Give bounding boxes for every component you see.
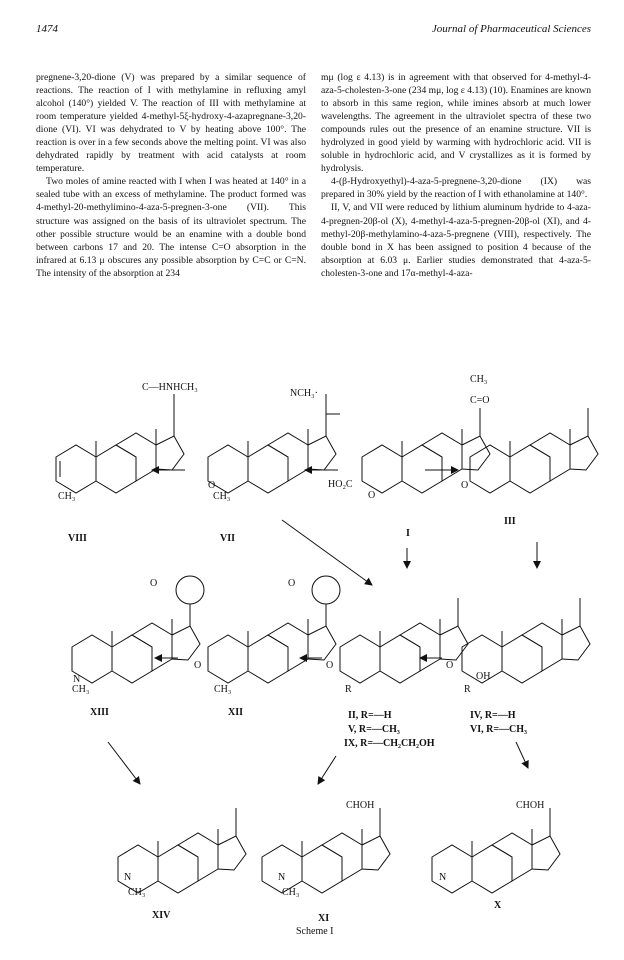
atom-label: O [368,490,376,501]
structure-xiv [118,808,246,893]
atom-label: N [439,872,447,883]
paragraph: II, V, and VII were reduced by lithium aluminum hydride to 4-aza-4-pregnen-20β-ol (X), 4-methyl-4-aza-5-pregnen-20β-ol (XI), and 4-methyl-20β-methylamino-4-aza-5-pregnene (VIII), respectively. The double bond in X has been assigned to position 4 because of the absorption at 6.03 μ. Earlier studies demonstrated that 4-aza-5-cholesten-3-one and 17α-methyl-4-aza- [321,202,591,279]
group-label: II, R=—H [348,710,392,721]
atom-label: CH₃ [58,491,76,502]
label-xii: XII [228,707,244,718]
label-x: X [494,900,502,911]
running-header [36,23,591,39]
atom-label: CH₃ [470,374,488,385]
structure-xii [208,576,340,683]
reaction-arrow [282,520,372,585]
atom-label: NCH₃· [290,388,318,399]
structure-x [432,808,560,893]
label-iii: III [504,516,516,527]
structure-iii [470,408,598,493]
right-column [321,71,591,280]
atom-label: CHOH [346,800,375,811]
left-column [36,71,306,280]
atom-label: N [278,872,286,883]
atom-label: C=O [470,395,490,406]
group-label: VI, R=—CH₃ [470,724,528,735]
atom-label: O [208,480,216,491]
structure-i [362,408,490,493]
label-xi: XI [318,913,330,924]
paragraph: mμ (log ε 4.13) is in agreement with that observed for 4-methyl-4-aza-5-cholesten-3-one (234 mμ, log ε 4.13) (10). Enamines are known to absorb in this same region, while imines absorb at much lower wavelengths. The agreement in the ultraviolet spectra of these two compounds rules out the presence of an enamine structure. VII is hydrolyzed in good yield by warming with hydrochloric acid. VII is soluble in hydrochloric acid, and V crystallizes as it is formed by hydrolysis. [321,72,591,175]
reaction-arrow [318,756,336,784]
paragraph: pregnene-3,20-dione (V) was prepared by a similar sequence of reactions. The reaction of I with methylamine in refluxing amyl alcohol (140°) yielded V. The reaction of III with methylamine at room temperature yielded 4-methyl-5ξ-hydroxy-4-azapregnane-3,20-dione (VI). VI was dehydrated to V by heating above 100°. The reaction is over in a few seconds above the melting point. VI was also dehydrated rapidly by treatment with acid catalysts at room temperature. [36,72,306,175]
atom-label: CHOH [516,800,545,811]
atom-label: R [345,684,352,695]
structure-vii [208,394,340,493]
scheme-caption: Scheme I [296,926,334,937]
atom-label: CH₃ [282,887,300,898]
atom-label: CH₃ [213,491,231,502]
atom-label: OH [476,671,491,682]
page-number: 1474 [36,23,58,35]
reaction-arrow [108,742,140,784]
atom-label: CH₃ [72,684,90,695]
reaction-arrow [516,742,528,768]
atom-label: C—HNHCH₃ [142,382,198,393]
atom-label: O [150,578,158,589]
atom-label: CH₃ [214,684,232,695]
label-vii: VII [220,533,236,544]
atom-label: O [194,660,202,671]
structure-xiii [72,576,204,683]
atom-label: O [326,660,334,671]
atom-label: CH₃ [128,887,146,898]
atom-label: O [288,578,296,589]
group-label: V, R=—CH₃ [348,724,400,735]
label-i: I [406,528,410,539]
atom-label: R [464,684,471,695]
label-xiv: XIV [152,910,171,921]
group-label: IX, R=—CH₂CH₂OH [344,738,435,749]
group-label: IV, R=—H [470,710,516,721]
paragraph: 4-(β-Hydroxyethyl)-4-aza-5-pregnene-3,20-dione (IX) was prepared in 30% yield by the reaction of I with ethanolamine at 140°. [321,176,591,201]
label-xiii: XIII [90,707,109,718]
atom-label: N [73,674,81,685]
journal-title: Journal of Pharmaceutical Sciences [431,23,591,35]
label-viii: VIII [68,533,87,544]
paragraph: Two moles of amine reacted with I when I was heated at 140° in a sealed tube with an excess of methylamine. The product formed was 4-methyl-20-methylimino-4-aza-5-pregnen-3-one (VII). This structure was assigned on the basis of its ultraviolet spectrum. The other possible structure would be an enamine with a double bond between carbons 17 and 20. The intense C=O absorption in the infrared at 6.13 μ obscures any possible absorption by C=C or C=N. The intensity of the absorption at 234 [36,176,306,279]
atom-label: O [446,660,454,671]
structure-viii [56,394,184,493]
atom-label: HO₂C [328,479,353,490]
atom-label: N [124,872,132,883]
atom-label: O [461,480,469,491]
reaction-scheme [0,370,624,945]
